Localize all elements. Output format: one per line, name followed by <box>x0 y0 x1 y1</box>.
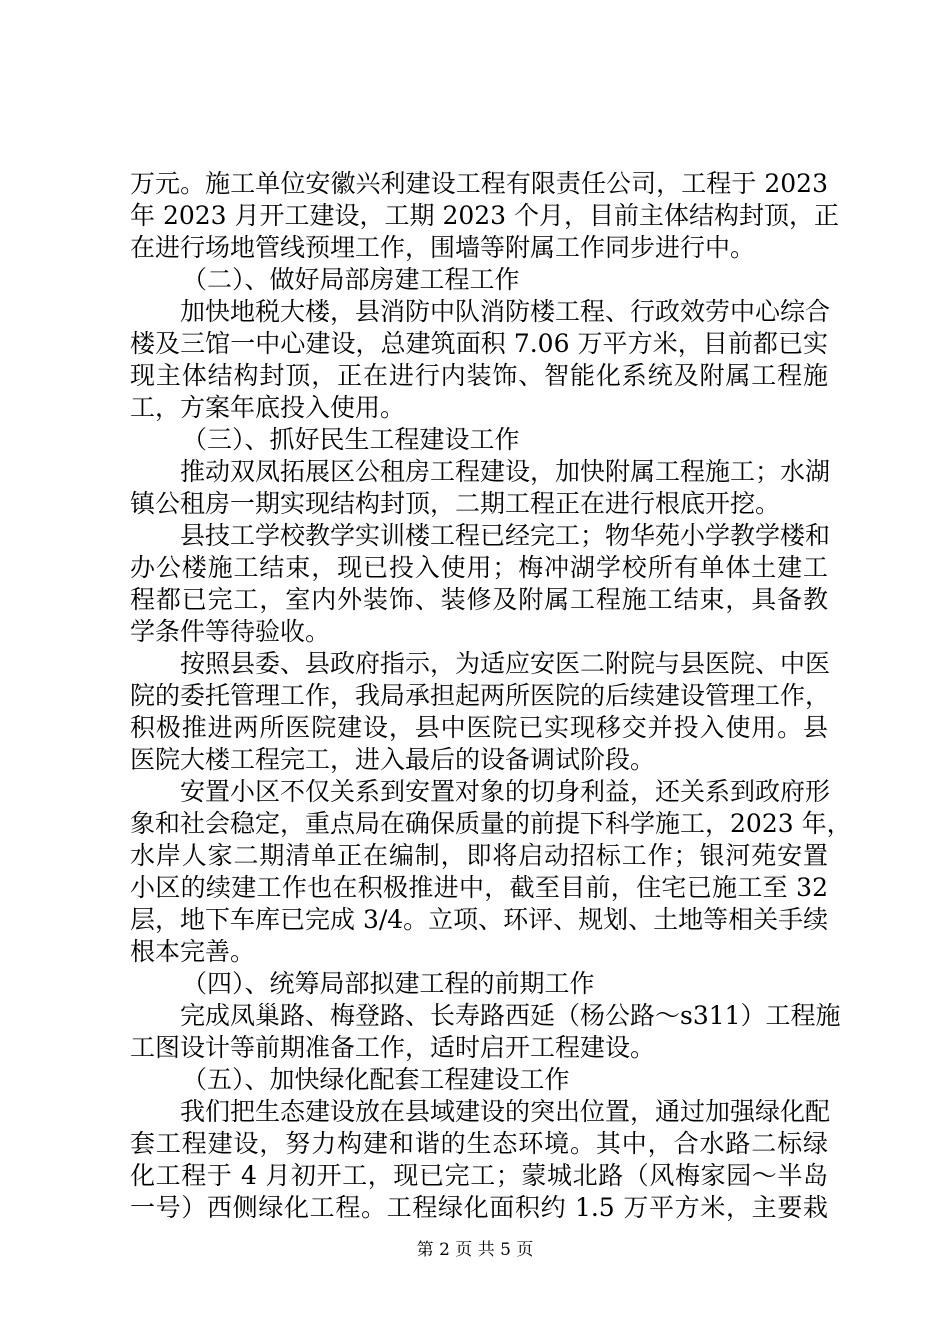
text-line: 一号）西侧绿化工程。工程绿化面积约 1.5 万平方米，主要栽 <box>130 1193 828 1222</box>
section-heading: （五）、加快绿化配套工程建设工作 <box>182 1065 570 1094</box>
text-line: 小区的续建工作也在积极推进中，截至目前，住宅已施工至 32 <box>130 873 828 902</box>
text-line: 年 2023 月开工建设，工期 2023 个月，目前主体结构封顶，正 <box>130 201 840 230</box>
text-line: 万元。施工单位安徽兴利建设工程有限责任公司，工程于 2023 <box>130 169 828 198</box>
text-line: 楼及三馆一中心建设，总建筑面积 7.06 万平方米，目前都已实 <box>130 329 828 358</box>
text-line: 按照县委、县政府指示，为适应安医二附院与县医院、中医 <box>180 649 831 678</box>
text-line: 镇公租房一期实现结构封顶，二期工程正在进行根底开挖。 <box>130 489 781 518</box>
text-line: 工，方案年底投入使用。 <box>130 393 406 422</box>
text-line: 安置小区不仅关系到安置对象的切身利益，还关系到政府形 <box>180 777 831 806</box>
page-footer: 第 2 页 共 5 页 <box>416 1240 534 1260</box>
text-line: 化工程于 4 月初开工，现已完工；蒙城北路（风梅家园～半岛 <box>130 1161 828 1190</box>
text-line: 学条件等待验收。 <box>130 617 331 646</box>
text-line: 在进行场地管线预埋工作，围墙等附属工作同步进行中。 <box>130 233 756 262</box>
text-line: 现主体结构封顶，正在进行内装饰、智能化系统及附属工程施 <box>130 361 828 390</box>
text-line: 办公楼施工结束，现已投入使用；梅冲湖学校所有单体土建工 <box>130 553 828 582</box>
text-line: 院的委托管理工作，我局承担起两所医院的后续建设管理工作， <box>130 681 831 710</box>
text-line: 积极推进两所医院建设，县中医院已实现移交并投入使用。县 <box>130 713 828 742</box>
text-line: 我们把生态建设放在县域建设的突出位置，通过加强绿化配 <box>180 1097 831 1126</box>
section-heading: （三）、抓好民生工程建设工作 <box>182 425 520 454</box>
text-line: 完成凤巢路、梅登路、长寿路西延（杨公路～s311）工程施 <box>180 1001 841 1030</box>
text-line: 象和社会稳定，重点局在确保质量的前提下科学施工，2023 年， <box>130 809 852 838</box>
text-line: 工图设计等前期准备工作，适时启开工程建设。 <box>130 1033 656 1062</box>
text-line: 县技工学校教学实训楼工程已经完工；物华苑小学教学楼和 <box>180 521 831 550</box>
text-line: 加快地税大楼，县消防中队消防楼工程、行政效劳中心综合 <box>180 297 831 326</box>
text-line: 水岸人家二期清单正在编制，即将启动招标工作；银河苑安置 <box>130 841 828 870</box>
section-heading: （四）、统筹局部拟建工程的前期工作 <box>182 969 595 998</box>
text-line: 根本完善。 <box>130 937 256 966</box>
section-heading: （二）、做好局部房建工程工作 <box>182 265 520 294</box>
text-line: 层，地下车库已完成 3/4。立项、环评、规划、土地等相关手续 <box>130 905 829 934</box>
text-line: 推动双凤拓展区公租房工程建设，加快附属工程施工；水湖 <box>180 457 831 486</box>
text-line: 程都已完工，室内外装饰、装修及附属工程施工结束，具备教 <box>130 585 828 614</box>
text-line: 套工程建设，努力构建和谐的生态环境。其中，合水路二标绿 <box>130 1129 828 1158</box>
text-line: 医院大楼工程完工，进入最后的设备调试阶段。 <box>130 745 656 774</box>
